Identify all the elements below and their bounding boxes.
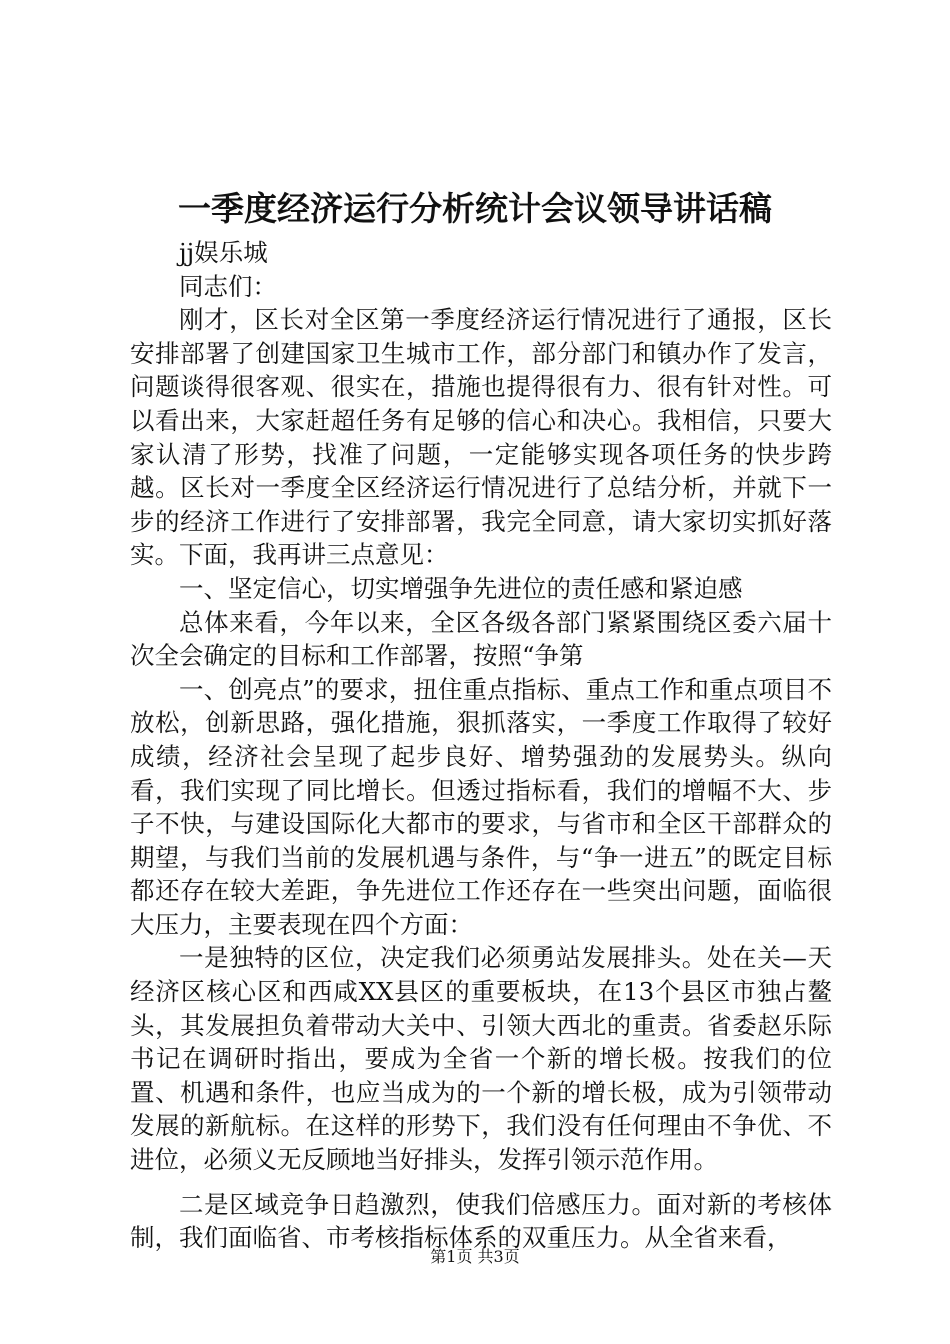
paragraph: 一、坚定信心，切实增强争先进位的责任感和紧迫感	[179, 573, 743, 603]
document-body	[130, 236, 832, 1255]
paragraph: 一、创亮点”的要求，扭住重点指标、重点工作和重点项目不放松，创新思路，强化措施，狠抓落实，一季度工作取得了较好成绩，经济社会呈现了起步良好、增势强劲的发展势头。纵向看，我们实现了同比增长。但透过指标看，我们的增幅不大、步子不快，与建设国际化大都市的要求，与省市和全区干部群众的期望，与我们当前的发展机遇与条件，与“争一进五”的既定目标都还存在较大差距，争先进位工作还存在一些突出问题，面临很大压力，主要表现在四个方面：	[130, 674, 832, 939]
paragraph: jj娱乐城	[179, 238, 268, 267]
document-title: 一季度经济运行分析统计会议领导讲话稿	[178, 189, 772, 228]
page-number-footer: 第1页 共3页	[430, 1247, 520, 1266]
paragraph: 二是区域竞争日趋激烈，使我们倍感压力。面对新的考核体制，我们面临省、市考核指标体系的双重压力。从全省来看，	[130, 1189, 832, 1253]
paragraph: 刚才，区长对全区第一季度经济运行情况进行了通报，区长安排部署了创建国家卫生城市工作，部分部门和镇办作了发言，问题谈得很客观、很实在，措施也提得很有力、很有针对性。可以看出来，大家赶超任务有足够的信心和决心。我相信，只要大家认清了形势，找准了问题，一定能够实现各项任务的快步跨越。区长对一季度全区经济运行情况进行了总结分析，并就下一步的经济工作进行了安排部署，我完全同意，请大家切实抓好落实。下面，我再讲三点意见：	[130, 305, 832, 570]
paragraph: 同志们：	[179, 271, 277, 301]
paragraph: 总体来看，今年以来，全区各级各部门紧紧围绕区委六届十次全会确定的目标和工作部署，按照“争第	[130, 607, 832, 671]
paragraph: 一是独特的区位，决定我们必须勇站发展排头。处在关—天经济区核心区和西咸XX县区的重要板块，在13个县区市独占鳌头，其发展担负着带动大关中、引领大西北的重责。省委赵乐际书记在调研时指出，要成为全省一个新的增长极。按我们的位置、机遇和条件，也应当成为的一个新的增长极，成为引领带动发展的新航标。在这样的形势下，我们没有任何理由不争优、不进位，必须义无反顾地当好排头，发挥引领示范作用。	[130, 943, 832, 1175]
